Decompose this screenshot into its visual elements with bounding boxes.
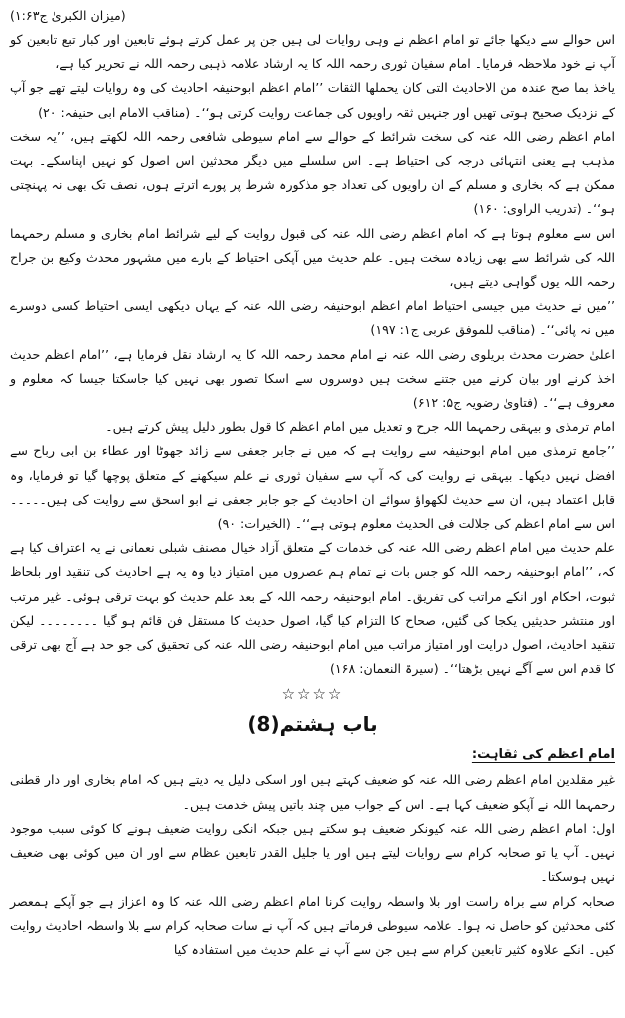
section-subheading: امام اعظم کی ثقاہت: (471, 747, 615, 763)
chapter-title: باب ہشتم(8) (247, 712, 378, 737)
paragraph-sahaba-narration: صحابہ کرام سے براہ راست اور بلا واسطہ روایت کرنا امام اعظم رضی اللہ عنہ کا وہ اعزاز ہے جو آپکے ہمعصر کئی محدثین کو حاصل نہ ہوا۔ علامہ سیوطی فرماتے ہیں کہ آپ نے سات صحابہ کرام سے بلا واسطہ احادیث روایت کیں۔ انکے علاوہ کثیر تابعین کرام سے ہیں جن سے آپ نے علم حدیث میں استفادہ کیا (10, 893, 615, 957)
paragraph-ala-hazrat-quote: اعلیٰ حضرت محدث بریلوی رضی اللہ عنہ نے امام محمد رحمہ اللہ کا یہ ارشاد نقل فرمایا ہے، ’’امام اعظم حدیث اخذ کرنے اور بیان کرنے میں جتنے سخت ہیں دوسروں سے اسکا تصور بھی نہیں کیا جاسکتا جیسا کہ معلوم و معروف ہے‘‘۔ (فتاویٰ رضویہ ج۵: ۶۱۲) (10, 346, 615, 411)
paragraph-bukhari-muslim-comparison: اس سے معلوم ہوتا ہے کہ امام اعظم رضی اللہ عنہ کی قبول روایت کے لیے شرائط امام بخاری و مسلم رحمہما اللہ کی شرائط سے بھی زیادہ سخت ہیں۔ علم حدیث میں آپکی احتیاط کے بارے میں مشہور محدث وکیع بن جراح رحمہ اللہ یوں گواہی دیتے ہیں، (10, 225, 615, 290)
paragraph-shibli-numani-quote: علم حدیث میں امام اعظم رضی اللہ عنہ کی خدمات کے متعلق آزاد خیال مصنف شبلی نعمانی نے یہ اعتراف کیا ہے کہ، ’’امام ابوحنیفہ رحمہ اللہ کو جس بات نے تمام ہم عصروں میں امتیاز دیا وہ یہ ہے احادیث کی تنقید اور بلحاظ ثبوت، احکام اور انکے مراتب کی تفریق۔ امام ابوحنیفہ رحمہ اللہ کے بعد علم حدیث کو بہت ترقی ہوئی۔ غیر مرتب اور منتشر حدیثیں یکجا کی گئیں، صحاح کا التزام کیا گیا، اصول حدیث کا مستقل فن قائم ہو گیا ۔۔۔۔۔۔۔۔ لیکن تنقید احادیث، اصول درایت اور امتیاز مراتب میں امام ابوحنیفہ رضی اللہ عنہ کی تحقیق کی جو حد ہے آج بھی ترقی کا قدم اس سے آگے نہیں بڑھتا‘‘۔ (سیرۃ النعمان: ۱۶۸) (10, 540, 615, 677)
paragraph-critics-claim: غیر مقلدین امام اعظم رضی اللہ عنہ کو ضعیف کہتے ہیں اور اسکی دلیل یہ دیتے ہیں کہ امام بخاری اور دار قطنی رحمہما اللہ نے آپکو ضعیف کہا ہے۔ اس کے جواب میں چند باتیں پیش خدمت ہیں۔ (10, 772, 615, 812)
paragraph-arabic-quote-thiqat: یاخذ بما صح عندہ من الاحادیث التی کان یحملھا الثقات ’’امام اعظم ابوحنیفہ احادیث کی وہ روایات لیتے تھے جو آپ کے نزدیک صحیح ہوتی تھیں اور جنہیں ثقہ راویوں کی جماعت روایت کرتی ہو‘‘۔ (مناقب الامام ابی حنیفہ: ۲۰) (10, 80, 615, 120)
paragraph-jami-tirmidhi-quote: ’’جامع ترمذی میں امام ابوحنیفہ سے روایت ہے کہ میں نے جابر جعفی سے زائد جھوٹا اور عطاء بن ابی رباح سے افضل نہیں دیکھا۔ بیہقی نے روایت کی کہ آپ سے سفیان ثوری نے علم سیکھنے کے متعلق پوچھا گیا تو فرمایا، وہ قابل اعتماد ہیں، ان سے حدیث لکھواؤ سوائے ان احادیث کے جو جابر جعفی نے ابو اسحق سے روایت کی ہیں۔۔۔۔۔اس سے امام اعظم کی جلالت فی الحدیث معلوم ہوتی ہے‘‘۔ (الخیرات: ۹۰) (10, 443, 615, 532)
paragraph-tirmidhi-bayhaqi: امام ترمذی و بیہقی رحمہما اللہ جرح و تعدیل میں امام اعظم کا قول بطور دلیل پیش کرتے ہیں۔ (105, 419, 615, 435)
section-divider-stars: ☆☆☆☆ (281, 685, 344, 704)
paragraph-waki-testimony: ’’میں نے حدیث میں جیسی احتیاط امام اعظم ابوحنیفہ رضی اللہ عنہ کے یہاں دیکھی ایسی احتیاط کسی دوسرے میں نہ پائی‘‘۔ (مناقب للموفق عربی ج۱: ۱۹۷) (10, 298, 615, 338)
paragraph-suyuti-strict-conditions: امام اعظم رضی اللہ عنہ کی سخت شرائط کے حوالے سے امام سیوطی شافعی رحمہ اللہ لکھتے ہیں، ’’یہ سخت مذہب ہے یعنی انتہائی درجہ کی احتیاط ہے۔ اس سلسلے میں دیگر محدثین اس اصول کو نہیں اپناسکے۔ بہت ممکن ہے کہ بخاری و مسلم کے ان راویوں کی تعداد جو مذکورہ شرط پر پورے اترتے ہوں، نصف تک بھی نہ پہنچتی ہو‘‘۔ (تدریب الراوی: ۱۶۰) (10, 128, 615, 217)
paragraph-hadith-acceptance: اس حوالے سے دیکھا جائے تو امام اعظم نے وہی روایات لی ہیں جن پر عمل کرتے ہوئے تابعین اور کبار تبع تابعین کو آپ نے خود ملاحظہ فرمایا۔ امام سفیان ثوری رحمہ اللہ کا یہ ارشاد علامہ ذہبی رحمہ اللہ نے تحریر کیا ہے، (10, 32, 615, 72)
paragraph-first-response: اول: امام اعظم رضی اللہ عنہ کیونکر ضعیف ہو سکتے ہیں جبکہ انکی روایت ضعیف ہونے کا کوئی سبب موجود نہیں۔ آپ یا تو صحابہ کرام سے روایات لیتے ہیں اور یا جلیل القدر تابعین عظام سے اور ان میں کوئی بھی ضعیف نہیں ہوسکتا۔ (10, 820, 615, 885)
page-top-reference: (میزان الکبریٰ ج۱:۶۳) (10, 8, 126, 23)
